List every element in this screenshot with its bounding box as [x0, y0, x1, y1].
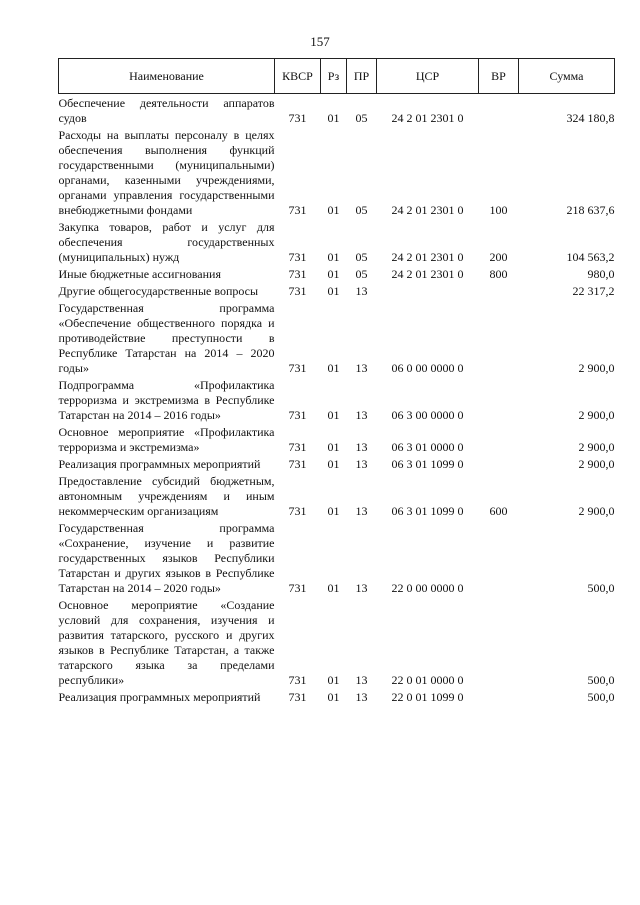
cell-vr	[479, 282, 519, 299]
cell-vr	[479, 519, 519, 596]
cell-pr: 05	[355, 203, 368, 217]
cell-name: Основное мероприятие «Профилактика терроризма и экстремизма»	[58, 425, 275, 454]
cell-kvsr: 731	[288, 203, 307, 217]
cell-rz: 01	[327, 457, 340, 471]
cell-kvsr: 731	[288, 111, 307, 125]
cell-kvsr: 731	[288, 267, 307, 281]
cell-pr: 13	[355, 690, 368, 704]
cell-sum: 500,0	[587, 673, 615, 687]
header-csr: ЦСР	[377, 59, 479, 94]
table-row	[59, 519, 615, 596]
table-row	[59, 688, 615, 705]
cell-vr: 600	[489, 504, 508, 518]
cell-name: Реализация программных мероприятий	[58, 690, 261, 704]
table-row	[59, 472, 615, 519]
cell-csr: 24 2 01 2301 0	[391, 111, 464, 125]
table-row	[59, 423, 615, 455]
cell-pr: 13	[355, 408, 368, 422]
cell-name: Иные бюджетные ассигнования	[58, 267, 221, 281]
cell-kvsr: 731	[288, 504, 307, 518]
cell-csr: 06 3 01 1099 0	[391, 457, 464, 471]
cell-kvsr: 731	[288, 440, 307, 454]
cell-csr: 24 2 01 2301 0	[391, 267, 464, 281]
cell-csr: 06 3 01 0000 0	[391, 440, 464, 454]
cell-kvsr: 731	[288, 581, 307, 595]
budget-table	[58, 58, 615, 705]
cell-rz: 01	[327, 111, 340, 125]
cell-sum: 2 900,0	[578, 408, 615, 422]
cell-name: Другие общегосударственные вопросы	[58, 284, 259, 298]
cell-csr: 22 0 01 1099 0	[391, 690, 464, 704]
cell-kvsr: 731	[288, 284, 307, 298]
cell-vr: 100	[489, 203, 508, 217]
cell-vr: 200	[489, 250, 508, 264]
cell-rz: 01	[327, 284, 340, 298]
table-row	[59, 282, 615, 299]
cell-name: Государственная программа «Сохранение, изучение и развитие государственных языков Республики Татарстан и других языков в Республике Татарстан на 2014 – 2020 годы»	[58, 521, 275, 595]
cell-csr: 22 0 00 0000 0	[391, 581, 464, 595]
cell-pr: 13	[355, 581, 368, 595]
cell-pr: 13	[355, 504, 368, 518]
cell-vr	[479, 376, 519, 423]
table-row	[59, 455, 615, 472]
cell-sum: 2 900,0	[578, 440, 615, 454]
cell-name: Предоставление субсидий бюджетным, автономным учреждениям и иным некоммерческим организациям	[58, 474, 275, 518]
cell-rz: 01	[327, 361, 340, 375]
table-row	[59, 94, 615, 127]
table-row	[59, 596, 615, 688]
cell-vr	[479, 688, 519, 705]
cell-sum: 500,0	[587, 581, 615, 595]
table-row	[59, 299, 615, 376]
cell-rz: 01	[327, 250, 340, 264]
cell-sum: 22 317,2	[572, 284, 615, 298]
table-body	[59, 94, 615, 706]
cell-kvsr: 731	[288, 457, 307, 471]
header-sum: Сумма	[519, 59, 615, 94]
cell-rz: 01	[327, 673, 340, 687]
cell-name: Закупка товаров, работ и услуг для обеспечения государственных (муниципальных) нужд	[58, 220, 275, 264]
header-vr: ВР	[479, 59, 519, 94]
cell-pr: 05	[355, 250, 368, 264]
header-row	[59, 59, 615, 94]
cell-kvsr: 731	[288, 408, 307, 422]
header-pr: ПР	[347, 59, 377, 94]
cell-pr: 13	[355, 673, 368, 687]
cell-csr: 22 0 01 0000 0	[391, 673, 464, 687]
cell-pr: 13	[355, 440, 368, 454]
cell-csr: 24 2 01 2301 0	[391, 203, 464, 217]
cell-rz: 01	[327, 440, 340, 454]
cell-name: Обеспечение деятельности аппаратов судов	[58, 96, 275, 125]
cell-name: Реализация программных мероприятий	[58, 457, 261, 471]
cell-csr: 06 3 01 1099 0	[391, 504, 464, 518]
cell-sum: 2 900,0	[578, 361, 615, 375]
cell-sum: 104 563,2	[566, 250, 615, 264]
cell-rz: 01	[327, 267, 340, 281]
cell-csr: 06 3 00 0000 0	[391, 408, 464, 422]
cell-sum: 2 900,0	[578, 457, 615, 471]
cell-sum: 218 637,6	[566, 203, 615, 217]
table-row	[59, 126, 615, 218]
cell-sum: 980,0	[587, 267, 615, 281]
cell-sum: 324 180,8	[566, 111, 615, 125]
cell-pr: 13	[355, 361, 368, 375]
cell-name: Подпрограмма «Профилактика терроризма и экстремизма в Республике Татарстан на 2014 – 2016 годы»	[58, 378, 275, 422]
table-row	[59, 265, 615, 282]
cell-kvsr: 731	[288, 250, 307, 264]
cell-csr: 06 0 00 0000 0	[391, 361, 464, 375]
cell-sum: 500,0	[587, 690, 615, 704]
cell-kvsr: 731	[288, 690, 307, 704]
cell-vr	[479, 299, 519, 376]
cell-name: Государственная программа «Обеспечение общественного порядка и противодействие преступности в Республике Татарстан на 2014 – 2020 годы»	[58, 301, 275, 375]
cell-rz: 01	[327, 408, 340, 422]
cell-name: Расходы на выплаты персоналу в целях обеспечения выполнения функций государственными (муниципальными) органами, казенными учреждениями, органами управления государственными внебюджетными фондами	[58, 128, 275, 217]
header-kvsr: КВСР	[275, 59, 321, 94]
cell-vr	[479, 423, 519, 455]
cell-csr	[377, 282, 479, 299]
header-rz: Рз	[321, 59, 347, 94]
cell-vr	[479, 596, 519, 688]
cell-vr	[479, 94, 519, 127]
cell-vr	[479, 455, 519, 472]
cell-name: Основное мероприятие «Создание условий для сохранения, изучения и развития татарского, русского и других языков в Республике Татарстан, а также татарского языка за пределами республики»	[58, 598, 275, 687]
cell-vr: 800	[489, 267, 508, 281]
cell-rz: 01	[327, 581, 340, 595]
cell-rz: 01	[327, 203, 340, 217]
cell-kvsr: 731	[288, 361, 307, 375]
cell-sum: 2 900,0	[578, 504, 615, 518]
table-row	[59, 376, 615, 423]
cell-rz: 01	[327, 690, 340, 704]
table-row	[59, 218, 615, 265]
cell-pr: 05	[355, 267, 368, 281]
cell-csr: 24 2 01 2301 0	[391, 250, 464, 264]
cell-pr: 13	[355, 284, 368, 298]
cell-kvsr: 731	[288, 673, 307, 687]
cell-rz: 01	[327, 504, 340, 518]
cell-pr: 13	[355, 457, 368, 471]
header-name: Наименование	[59, 59, 275, 94]
page-number: 157	[310, 34, 330, 49]
cell-pr: 05	[355, 111, 368, 125]
